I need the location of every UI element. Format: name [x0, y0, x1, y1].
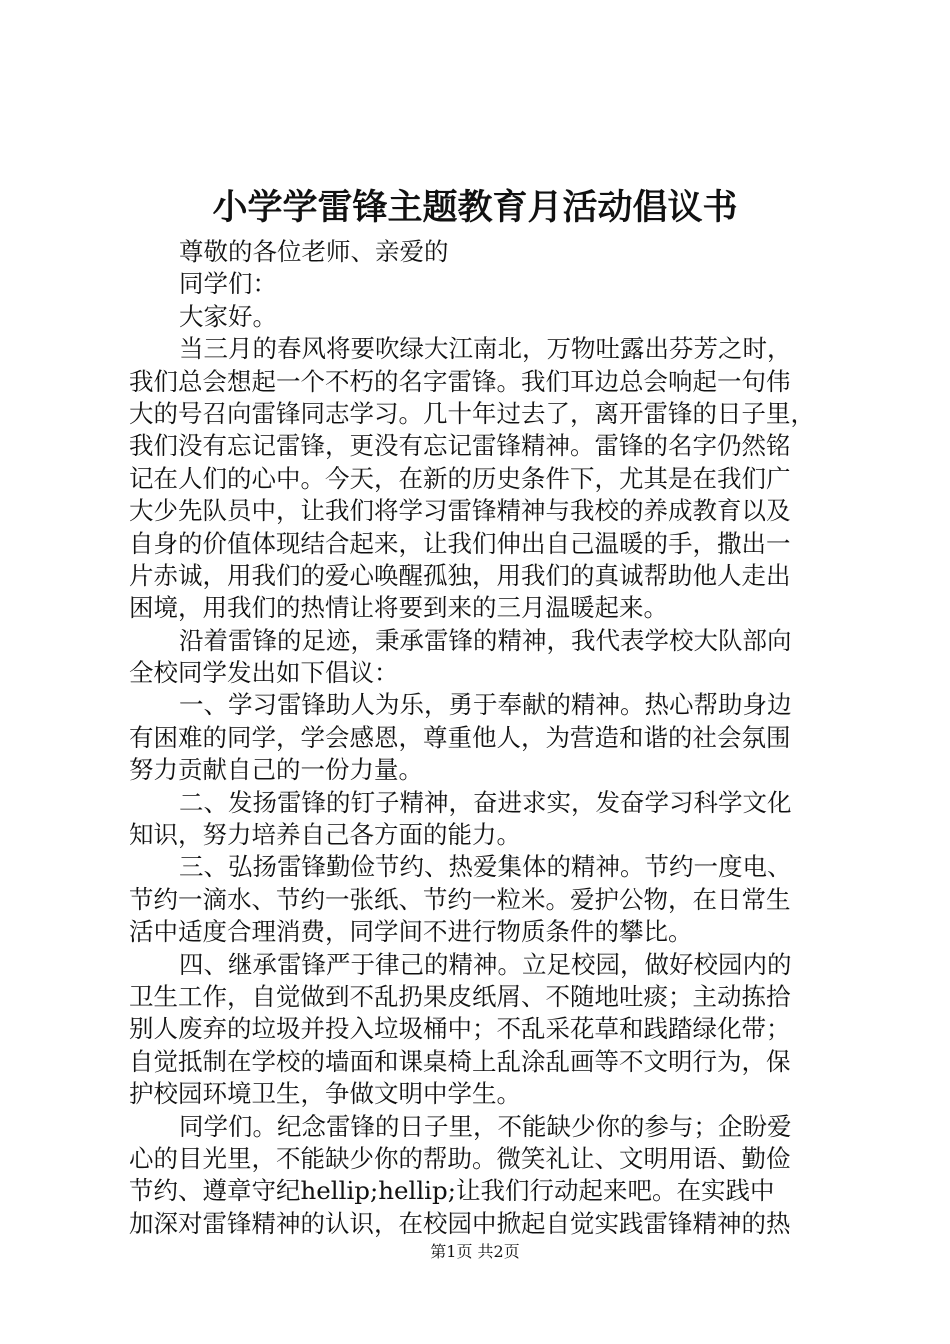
text-line: 困境，用我们的热情让将要到来的三月温暖起来。: [129, 593, 668, 623]
text-line: 努力贡献自己的一份力量。: [129, 755, 423, 785]
document-body: [129, 236, 829, 1240]
text-line: 我们没有忘记雷锋，更没有忘记雷锋精神。雷锋的名字仍然铭: [129, 431, 791, 461]
text-line: 别人废弃的垃圾并投入垃圾桶中；不乱采花草和践踏绿化带；: [129, 1014, 791, 1044]
text-line: 沿着雷锋的足迹，秉承雷锋的精神，我代表学校大队部向: [179, 625, 792, 655]
text-line: 卫生工作，自觉做到不乱扔果皮纸屑、不随地吐痰；主动拣拾: [129, 981, 791, 1011]
document-title: 小学学雷锋主题教育月活动倡议书: [212, 187, 738, 228]
text-line: 尊敬的各位老师、亲爱的: [179, 237, 449, 266]
text-line: 大家好。: [179, 301, 277, 331]
text-line: 二、发扬雷锋的钉子精神，奋进求实，发奋学习科学文化: [179, 787, 792, 817]
text-line: 护校园环境卫生，争做文明中学生。: [129, 1079, 521, 1109]
text-line: 我们总会想起一个不朽的名字雷锋。我们耳边总会响起一句伟: [129, 366, 791, 396]
text-line: 节约、遵章守纪hellip;hellip;让我们行动起来吧。在实践中: [129, 1176, 775, 1206]
text-line: 自身的价值体现结合起来，让我们伸出自己温暖的手，撒出一: [129, 528, 791, 558]
text-line: 同学们：: [179, 269, 277, 299]
text-line: 大少先队员中，让我们将学习雷锋精神与我校的养成教育以及: [129, 496, 791, 526]
text-line: 心的目光里，不能缺少你的帮助。微笑礼让、文明用语、勤俭: [129, 1143, 791, 1173]
text-line: 大的号召向雷锋同志学习。几十年过去了，离开雷锋的日子里，: [129, 398, 815, 428]
text-line: 有困难的同学，学会感恩，尊重他人，为营造和谐的社会氛围: [129, 722, 791, 752]
text-line: 知识，努力培养自己各方面的能力。: [129, 820, 521, 850]
text-line: 三、弘扬雷锋勤俭节约、热爱集体的精神。节约一度电、: [179, 852, 792, 882]
text-line: 四、继承雷锋严于律己的精神。立足校园，做好校园内的: [179, 949, 792, 979]
page-footer: 第1页 共2页: [430, 1242, 520, 1261]
text-line: 活中适度合理消费，同学间不进行物质条件的攀比。: [129, 917, 693, 947]
text-line: 同学们。纪念雷锋的日子里，不能缺少你的参与；企盼爱: [179, 1111, 792, 1141]
text-line: 节约一滴水、节约一张纸、节约一粒米。爱护公物，在日常生: [129, 884, 791, 914]
text-line: 一、学习雷锋助人为乐，勇于奉献的精神。热心帮助身边: [179, 690, 792, 720]
text-line: 记在人们的心中。今天，在新的历史条件下，尤其是在我们广: [129, 463, 791, 493]
text-line: 当三月的春风将要吹绿大江南北，万物吐露出芬芳之时，: [179, 334, 792, 364]
text-line: 自觉抵制在学校的墙面和课桌椅上乱涂乱画等不文明行为，保: [129, 1046, 791, 1076]
text-line: 片赤诚，用我们的爱心唤醒孤独，用我们的真诚帮助他人走出: [129, 560, 791, 590]
text-line: 全校同学发出如下倡议：: [129, 658, 399, 688]
text-line: 加深对雷锋精神的认识，在校园中掀起自觉实践雷锋精神的热: [129, 1208, 791, 1238]
